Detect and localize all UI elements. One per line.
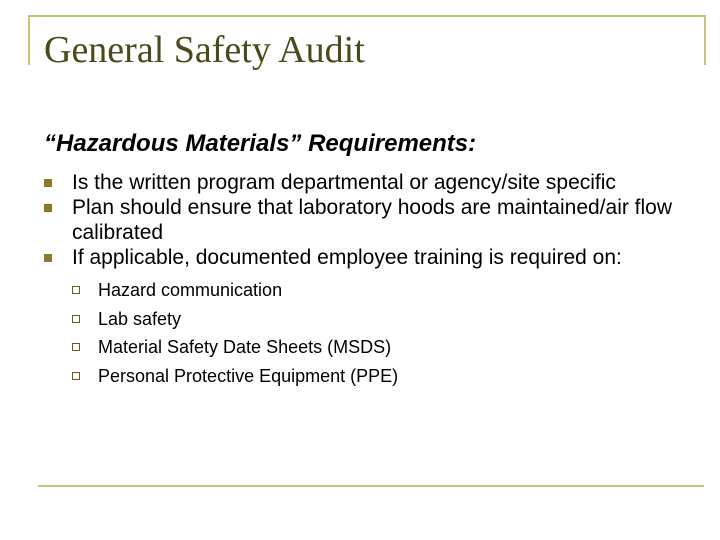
top-divider [28,15,706,17]
bullet-item [44,170,684,195]
square-bullet-icon [44,204,52,212]
subbullet-text: Material Safety Date Sheets (MSDS) [98,337,392,357]
subbullet-list [72,276,684,390]
bottom-divider [38,485,704,487]
bullet-text: Is the written program departmental or agency/site specific [72,171,616,194]
hollow-square-bullet-icon [72,286,80,294]
slide-subtitle: “Hazardous Materials” Requirements: [44,130,477,157]
subbullet-text: Lab safety [98,308,182,329]
bullet-text: If applicable, documented employee training is required on: [72,246,622,269]
left-divider [28,15,30,65]
bullet-item [44,245,684,270]
subbullet-item [72,333,684,362]
subbullet-item [72,305,684,334]
square-bullet-icon [44,179,52,187]
subbullet-item [72,276,684,305]
slide-title: General Safety Audit [44,29,365,71]
bullet-text: Plan should ensure that laboratory hoods are maintained/air flow calibrated [72,196,673,244]
bullet-list [44,170,684,390]
hollow-square-bullet-icon [72,372,80,380]
subbullet-item [72,362,684,391]
right-divider [704,15,706,65]
hollow-square-bullet-icon [72,315,80,323]
square-bullet-icon [44,254,52,262]
bullet-item [44,195,684,245]
hollow-square-bullet-icon [72,343,80,351]
subbullet-text: Hazard communication [98,280,283,300]
subbullet-text: Personal Protective Equipment (PPE) [98,365,399,386]
